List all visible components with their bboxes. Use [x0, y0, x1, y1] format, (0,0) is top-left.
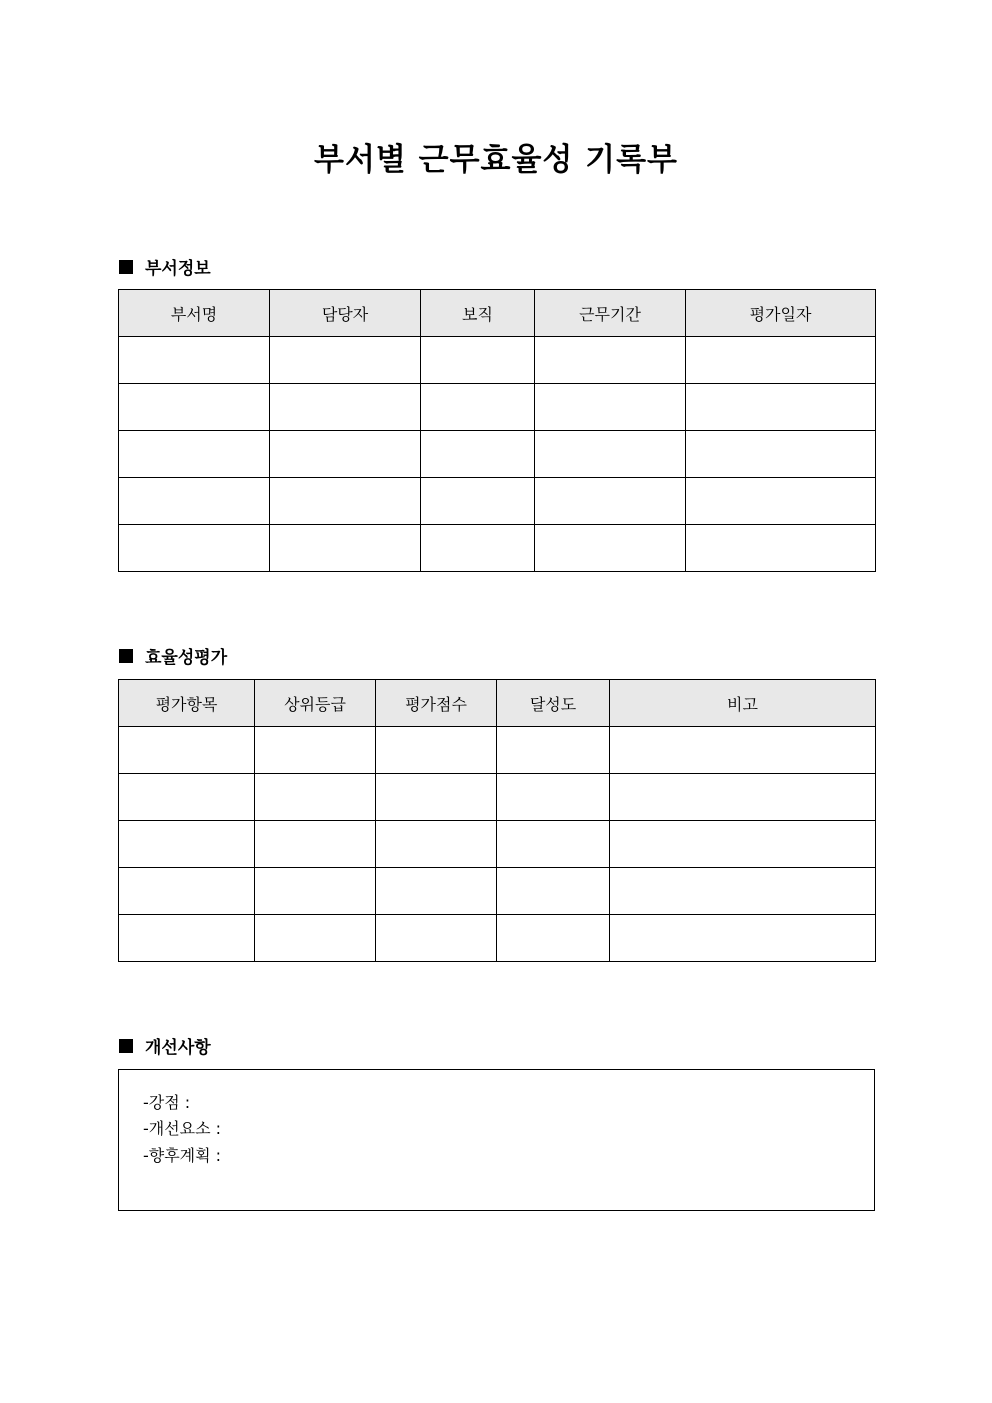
table-cell[interactable]: [535, 478, 686, 525]
future-plan-line: -향후계획 :: [143, 1146, 222, 1165]
page-title: 부서별 근무효율성 기록부: [314, 142, 678, 178]
table-cell[interactable]: [119, 525, 270, 572]
table-row: [119, 915, 876, 962]
square-bullet-icon: [119, 260, 133, 274]
table-cell[interactable]: [686, 337, 876, 384]
table-cell[interactable]: [497, 915, 610, 962]
table-cell[interactable]: [686, 431, 876, 478]
table-cell[interactable]: [686, 478, 876, 525]
table-cell[interactable]: [535, 431, 686, 478]
table-cell[interactable]: [119, 337, 270, 384]
table-cell[interactable]: [421, 384, 535, 431]
column-header: 평가항목: [119, 680, 255, 727]
improvements-box[interactable]: [118, 1069, 875, 1211]
strengths-line: -강점 :: [143, 1093, 191, 1112]
table-cell[interactable]: [119, 915, 255, 962]
column-header: 담당자: [270, 290, 421, 337]
dept-info-table: [118, 289, 876, 572]
table-cell[interactable]: [270, 431, 421, 478]
table-cell[interactable]: [497, 727, 610, 774]
table-cell[interactable]: [497, 821, 610, 868]
section-heading-label: 부서정보: [145, 259, 211, 279]
section-heading-efficiency: [119, 643, 227, 668]
table-row: [119, 337, 876, 384]
table-cell[interactable]: [270, 384, 421, 431]
table-header-row: [119, 290, 876, 337]
table-cell[interactable]: [610, 727, 876, 774]
table-cell[interactable]: [376, 868, 497, 915]
table-cell[interactable]: [421, 478, 535, 525]
table-row: [119, 384, 876, 431]
table-row: [119, 774, 876, 821]
table-cell[interactable]: [376, 774, 497, 821]
column-header: 근무기간: [535, 290, 686, 337]
table-cell[interactable]: [610, 774, 876, 821]
table-cell[interactable]: [119, 821, 255, 868]
table-cell[interactable]: [119, 431, 270, 478]
table-cell[interactable]: [119, 727, 255, 774]
section-heading-label: 개선사항: [145, 1038, 211, 1058]
column-header: 부서명: [119, 290, 270, 337]
table-cell[interactable]: [497, 774, 610, 821]
table-cell[interactable]: [270, 337, 421, 384]
table-row: [119, 525, 876, 572]
table-cell[interactable]: [376, 821, 497, 868]
table-cell[interactable]: [119, 868, 255, 915]
table-cell[interactable]: [497, 868, 610, 915]
table-cell[interactable]: [255, 821, 376, 868]
table-cell[interactable]: [535, 384, 686, 431]
table-cell[interactable]: [255, 915, 376, 962]
column-header: 평가점수: [376, 680, 497, 727]
table-cell[interactable]: [270, 525, 421, 572]
table-cell[interactable]: [270, 478, 421, 525]
table-row: [119, 868, 876, 915]
table-cell[interactable]: [610, 868, 876, 915]
column-header: 달성도: [497, 680, 610, 727]
section-heading-improvements: [119, 1033, 211, 1058]
column-header: 비고: [610, 680, 876, 727]
table-cell[interactable]: [421, 525, 535, 572]
table-cell[interactable]: [421, 337, 535, 384]
column-header: 평가일자: [686, 290, 876, 337]
table-cell[interactable]: [610, 821, 876, 868]
section-heading-label: 효율성평가: [145, 648, 228, 668]
table-cell[interactable]: [610, 915, 876, 962]
table-cell[interactable]: [535, 337, 686, 384]
table-cell[interactable]: [255, 727, 376, 774]
table-cell[interactable]: [376, 727, 497, 774]
table-cell[interactable]: [255, 868, 376, 915]
table-cell[interactable]: [119, 384, 270, 431]
table-cell[interactable]: [421, 431, 535, 478]
table-cell[interactable]: [376, 915, 497, 962]
column-header: 보직: [421, 290, 535, 337]
column-header: 상위등급: [255, 680, 376, 727]
section-heading-dept-info: [119, 254, 211, 279]
efficiency-table: [118, 679, 876, 962]
table-cell[interactable]: [255, 774, 376, 821]
table-row: [119, 431, 876, 478]
table-row: [119, 821, 876, 868]
square-bullet-icon: [119, 649, 133, 663]
table-cell[interactable]: [535, 525, 686, 572]
square-bullet-icon: [119, 1039, 133, 1053]
table-cell[interactable]: [686, 384, 876, 431]
table-row: [119, 727, 876, 774]
table-row: [119, 478, 876, 525]
table-header-row: [119, 680, 876, 727]
table-cell[interactable]: [119, 774, 255, 821]
table-cell[interactable]: [686, 525, 876, 572]
table-cell[interactable]: [119, 478, 270, 525]
improvement-factors-line: -개선요소 :: [143, 1119, 222, 1138]
